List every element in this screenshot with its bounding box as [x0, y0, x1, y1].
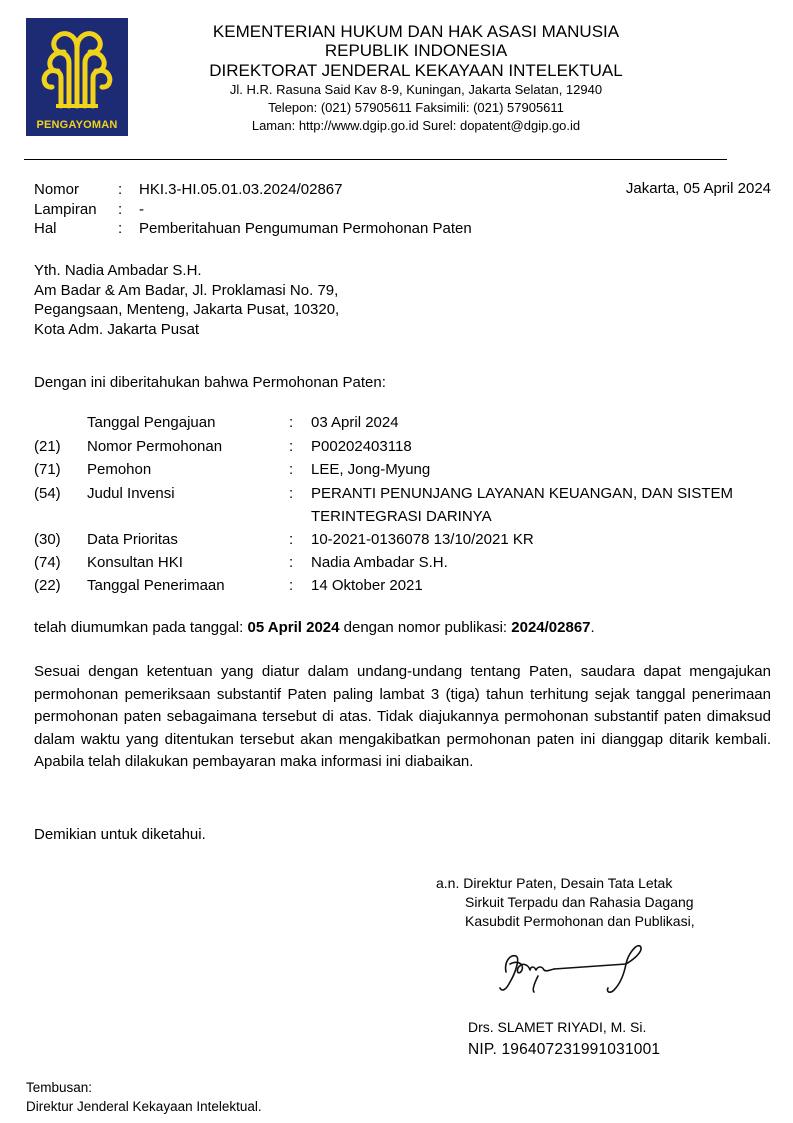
lampiran-label: Lampiran [34, 201, 97, 218]
country-name: REPUBLIK INDONESIA [324, 41, 508, 60]
signatory-nip: NIP. 196407231991031001 [468, 1041, 661, 1058]
nomor-value: HKI.3-HI.05.01.03.2024/02867 [139, 181, 343, 198]
cc-title: Tembusan: [26, 1080, 93, 1095]
office-address: Jl. H.R. Rasuna Said Kav 8-9, Kuningan, Jakarta Selatan, 12940 [229, 82, 603, 97]
letterhead [150, 22, 682, 135]
body-paragraph: Sesuai dengan ketentuan yang diatur dalam undang-undang tentang Paten, saudara dapat mengajukan permohonan pemeriksaan substantif Paten paling lambat 3 (tiga) tahun terhitung sejak tanggal penerimaan permohonan paten sebagaimana tersebut di atas. Tidak diajukannya permohonan substantif paten dimaksud dalam waktu yang ditentukan tersebut akan mengakibatkan permohonan paten ini dianggap ditarik kembali. Apabila telah dilakukan pembayaran maka informasi ini diabaikan. [34, 663, 771, 770]
signatory-title: a.n. Direktur Paten, Desain Tata Letak Sirkuit Terpadu dan Rahasia Dagang Kasubdit Permohonan dan Publikasi, [436, 875, 695, 929]
recipient-line3: Pegangsaan, Menteng, Jakarta Pusat, 10320, [34, 301, 340, 318]
office-phone: Telepon: (021) 57905611 Faksimili: (021) 57905611 [268, 100, 564, 115]
hal-label: Hal [34, 220, 57, 237]
ministry-name: KEMENTERIAN HUKUM DAN HAK ASASI MANUSIA [212, 22, 620, 41]
cc-recipient: Direktur Jenderal Kekayaan Intelektual. [26, 1099, 262, 1114]
office-web: Laman: http://www.dgip.go.id Surel: dopatent@dgip.go.id [251, 118, 581, 133]
recipient-line4: Kota Adm. Jakarta Pusat [34, 320, 200, 338]
carbon-copy [26, 1078, 262, 1116]
intro-text: Dengan ini diberitahukan bahwa Permohonan Paten: [34, 374, 386, 391]
handwritten-signature [494, 942, 654, 1007]
ministry-logo [26, 18, 128, 136]
publication-number: 2024/02867 [511, 619, 591, 636]
recipient-line2: Am Badar & Am Badar, Jl. Proklamasi No. 79, [34, 281, 339, 299]
logo-caption: PENGAYOMAN [36, 119, 118, 131]
lampiran-value: - [139, 201, 144, 218]
hal-value: Pemberitahuan Pengumuman Permohonan Paten [139, 220, 472, 237]
publication-date: 05 April 2024 [247, 619, 340, 636]
pengayoman-tree-icon [26, 18, 128, 118]
header-divider [24, 159, 727, 160]
directorate-name: DIREKTORAT JENDERAL KEKAYAAN INTELEKTUAL [209, 61, 623, 80]
nomor-label: Nomor [34, 181, 80, 198]
signature-icon [494, 942, 654, 1002]
publication-statement: telah diumumkan pada tanggal: 05 April 2024 dengan nomor publikasi: 2024/02867. [34, 619, 595, 636]
recipient-address [34, 261, 339, 339]
letter-date: Jakarta, 05 April 2024 [625, 180, 771, 197]
closing-text: Demikian untuk diketahui. [34, 826, 206, 843]
recipient-name: Yth. Nadia Ambadar S.H. [34, 262, 202, 279]
signatory-name: Drs. SLAMET RIYADI, M. Si. [468, 1019, 647, 1035]
